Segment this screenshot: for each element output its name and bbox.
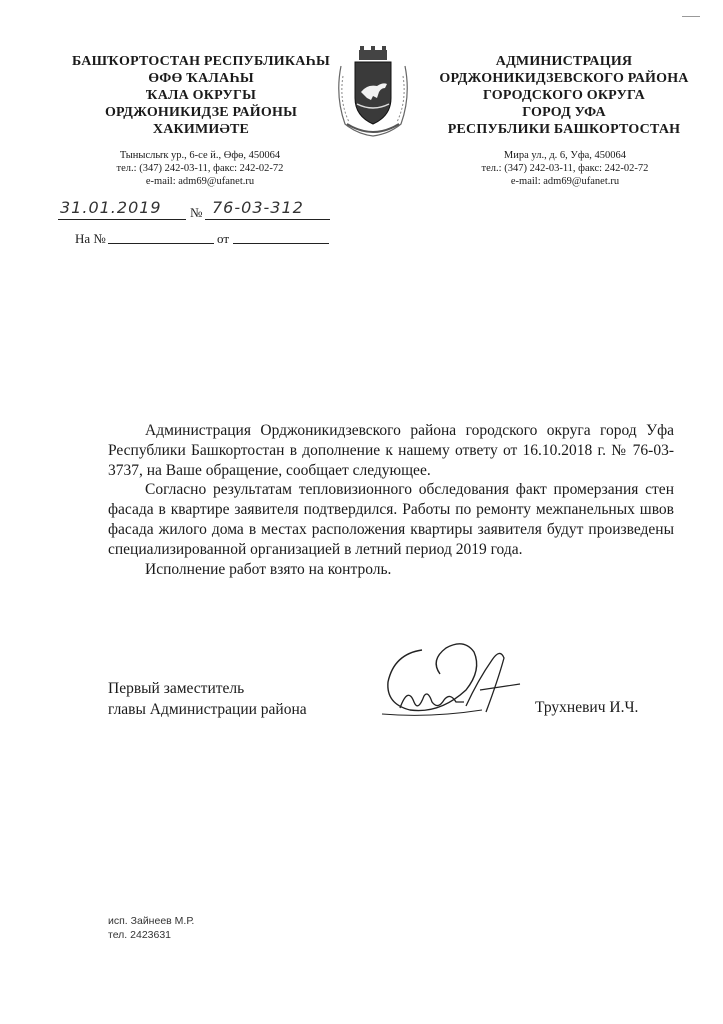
signatory-position — [108, 678, 307, 720]
outgoing-date: 31.01.2019 — [60, 198, 162, 217]
outgoing-date-line — [58, 219, 186, 220]
outgoing-number-line — [205, 219, 330, 220]
reference-on-label: На № — [75, 231, 106, 246]
header-right-line: АДМИНИСТРАЦИЯ — [495, 54, 633, 69]
coat-of-arms-emblem — [333, 46, 413, 138]
header-right-line: ГОРОДСКОГО ОКРУГА — [483, 88, 645, 103]
contact-left-email: e-mail: adm69@ufanet.ru — [145, 176, 255, 187]
header-left-line: ОРДЖОНИКИДЗЕ РАЙОНЫ — [104, 105, 298, 120]
letter-body — [108, 421, 674, 579]
header-left-line: ХАКИМИӘТЕ — [152, 122, 250, 137]
contact-right-phone: тел.: (347) 242-03-11, факс: 242-02-72 — [481, 163, 649, 174]
header-left-line: ҠАЛА ОКРУГЫ — [145, 88, 257, 103]
contact-left-phone: тел.: (347) 242-03-11, факс: 242-02-72 — [116, 163, 284, 174]
header-right — [423, 53, 705, 138]
body-paragraph: Согласно результатам тепловизионного обследования факт промерзания стен фасада в квартире заявителя подтвердился. Работы по ремонту межпанельных швов фасада жилого дома в местах расположения квартиры заявителя будут произведены специализированной организацией в летний период 2019 года. — [108, 481, 674, 558]
header-left-line: ӨФӨ ҠАЛАҺЫ — [148, 71, 254, 86]
outgoing-number-label: № — [190, 205, 203, 220]
contact-left — [72, 149, 328, 188]
signatory-position-line1: Первый заместитель — [108, 680, 245, 697]
outgoing-number: 76-03-312 — [212, 198, 304, 217]
reference-number-line — [108, 243, 214, 244]
contact-right-email: e-mail: adm69@ufanet.ru — [510, 176, 620, 187]
executor-phone: тел. 2423631 — [108, 929, 172, 941]
contact-left-address: Тыныслыҡ ур., 6-се й., Өфө, 450064 — [119, 150, 281, 161]
signatory-position-line2: главы Администрации района — [108, 701, 307, 718]
contact-right — [437, 149, 693, 188]
header-left-line: БАШҠОРТОСТАН РЕСПУБЛИКАҺЫ — [72, 54, 330, 69]
body-paragraph: Администрация Орджоникидзевского района городского округа город Уфа Республики Башкортостан в дополнение к нашему ответу от 16.10.2018 г. № 76-03-3737, на Ваше обращение, сообщает следующее. — [108, 422, 674, 479]
header-right-line: РЕСПУБЛИКИ БАШКОРТОСТАН — [447, 122, 681, 137]
header-right-line: ГОРОД УФА — [522, 105, 606, 120]
reference-date-line — [233, 243, 329, 244]
header-left — [62, 53, 340, 138]
contact-right-address: Мира ул., д. 6, Уфа, 450064 — [503, 150, 627, 161]
header-right-line: ОРДЖОНИКИДЗЕВСКОГО РАЙОНА — [439, 71, 689, 86]
scan-mark — [682, 16, 700, 17]
signatory-name: Трухневич И.Ч. — [535, 699, 639, 716]
executor-info — [108, 914, 194, 942]
executor-name: исп. Зайнеев М.Р. — [108, 915, 195, 927]
handwritten-signature — [370, 630, 530, 726]
body-paragraph: Исполнение работ взято на контроль. — [145, 560, 392, 578]
reference-from-label: от — [217, 231, 230, 246]
